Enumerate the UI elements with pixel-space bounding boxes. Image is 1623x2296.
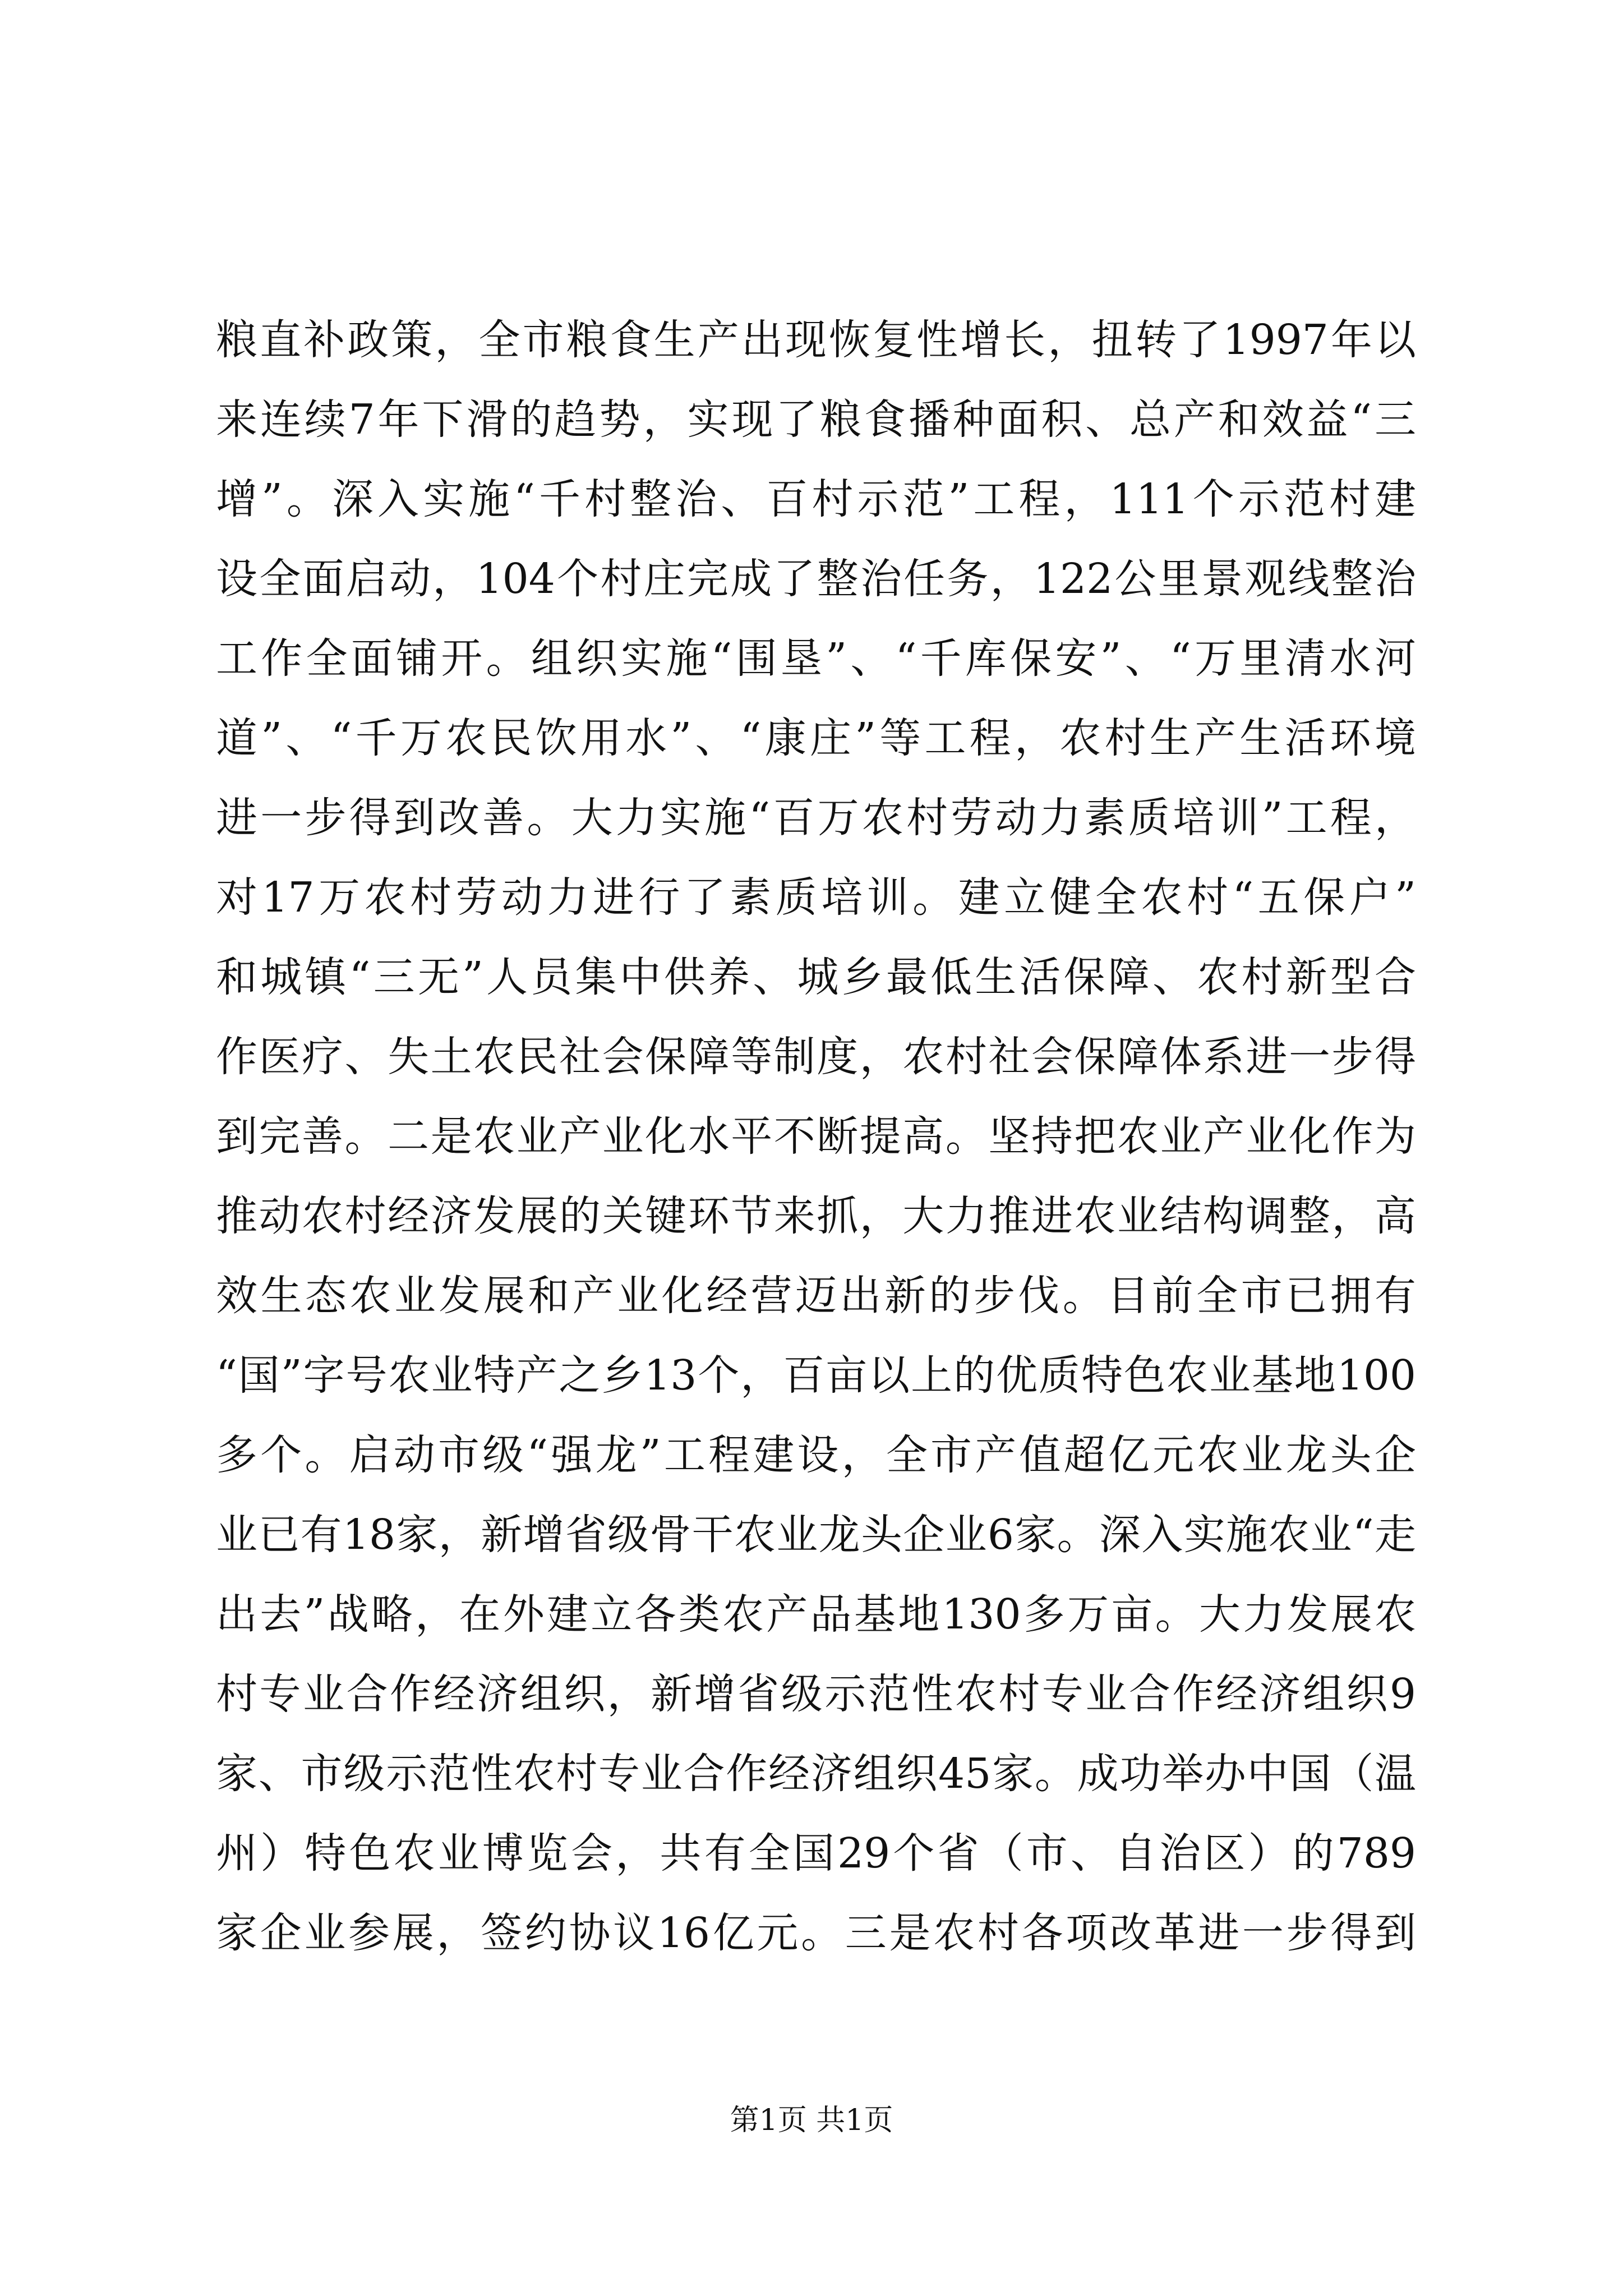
text-line: 粮直补政策，全市粮食生产出现恢复性增长，扭转了1997年以 bbox=[216, 316, 1416, 364]
text-line: 效生态农业发展和产业化经营迈出新的步伐。目前全市已拥有 bbox=[216, 1272, 1416, 1320]
text-line: 村专业合作经济组织，新增省级示范性农村专业合作经济组织9 bbox=[216, 1670, 1416, 1718]
text-line: 家、市级示范性农村专业合作经济组织45家。成功举办中国（温 bbox=[216, 1750, 1416, 1798]
text-line: 业已有18家，新增省级骨干农业龙头企业6家。深入实施农业“走 bbox=[216, 1511, 1416, 1559]
text-line: 作医疗、失土农民社会保障等制度，农村社会保障体系进一步得 bbox=[216, 1033, 1416, 1081]
text-line: 工作全面铺开。组织实施“围垦”、“千库保安”、“万里清水河 bbox=[216, 634, 1416, 683]
page-footer bbox=[0, 2101, 1623, 2140]
text-line: 到完善。二是农业产业化水平不断提高。坚持把农业产业化作为 bbox=[216, 1112, 1416, 1161]
body-text bbox=[216, 300, 1416, 1973]
page-number-label: 第1页 共1页 bbox=[730, 2104, 893, 2137]
text-line: 设全面启动，104个村庄完成了整治任务，122公里景观线整治 bbox=[216, 555, 1416, 603]
text-line: 道”、“千万农民饮用水”、“康庄”等工程，农村生产生活环境 bbox=[216, 714, 1416, 762]
text-line: 进一步得到改善。大力实施“百万农村劳动力素质培训”工程， bbox=[216, 794, 1416, 842]
text-line: 来连续7年下滑的趋势，实现了粮食播种面积、总产和效益“三 bbox=[216, 395, 1416, 444]
text-line: 家企业参展，签约协议16亿元。三是农村各项改革进一步得到 bbox=[216, 1909, 1416, 1957]
text-line: 和城镇“三无”人员集中供养、城乡最低生活保障、农村新型合 bbox=[216, 953, 1416, 1001]
text-line: 对17万农村劳动力进行了素质培训。建立健全农村“五保户” bbox=[216, 873, 1416, 922]
text-line: 多个。启动市级“强龙”工程建设，全市产值超亿元农业龙头企 bbox=[216, 1431, 1416, 1479]
text-line: 推动农村经济发展的关键环节来抓，大力推进农业结构调整，高 bbox=[216, 1192, 1416, 1240]
text-line: “国”字号农业特产之乡13个，百亩以上的优质特色农业基地100 bbox=[216, 1351, 1416, 1400]
text-line: 出去”战略，在外建立各类农产品基地130多万亩。大力发展农 bbox=[216, 1590, 1416, 1639]
text-line: 州）特色农业博览会，共有全国29个省（市、自治区）的789 bbox=[216, 1829, 1416, 1878]
text-line: 增”。深入实施“千村整治、百村示范”工程，111个示范村建 bbox=[216, 475, 1416, 523]
